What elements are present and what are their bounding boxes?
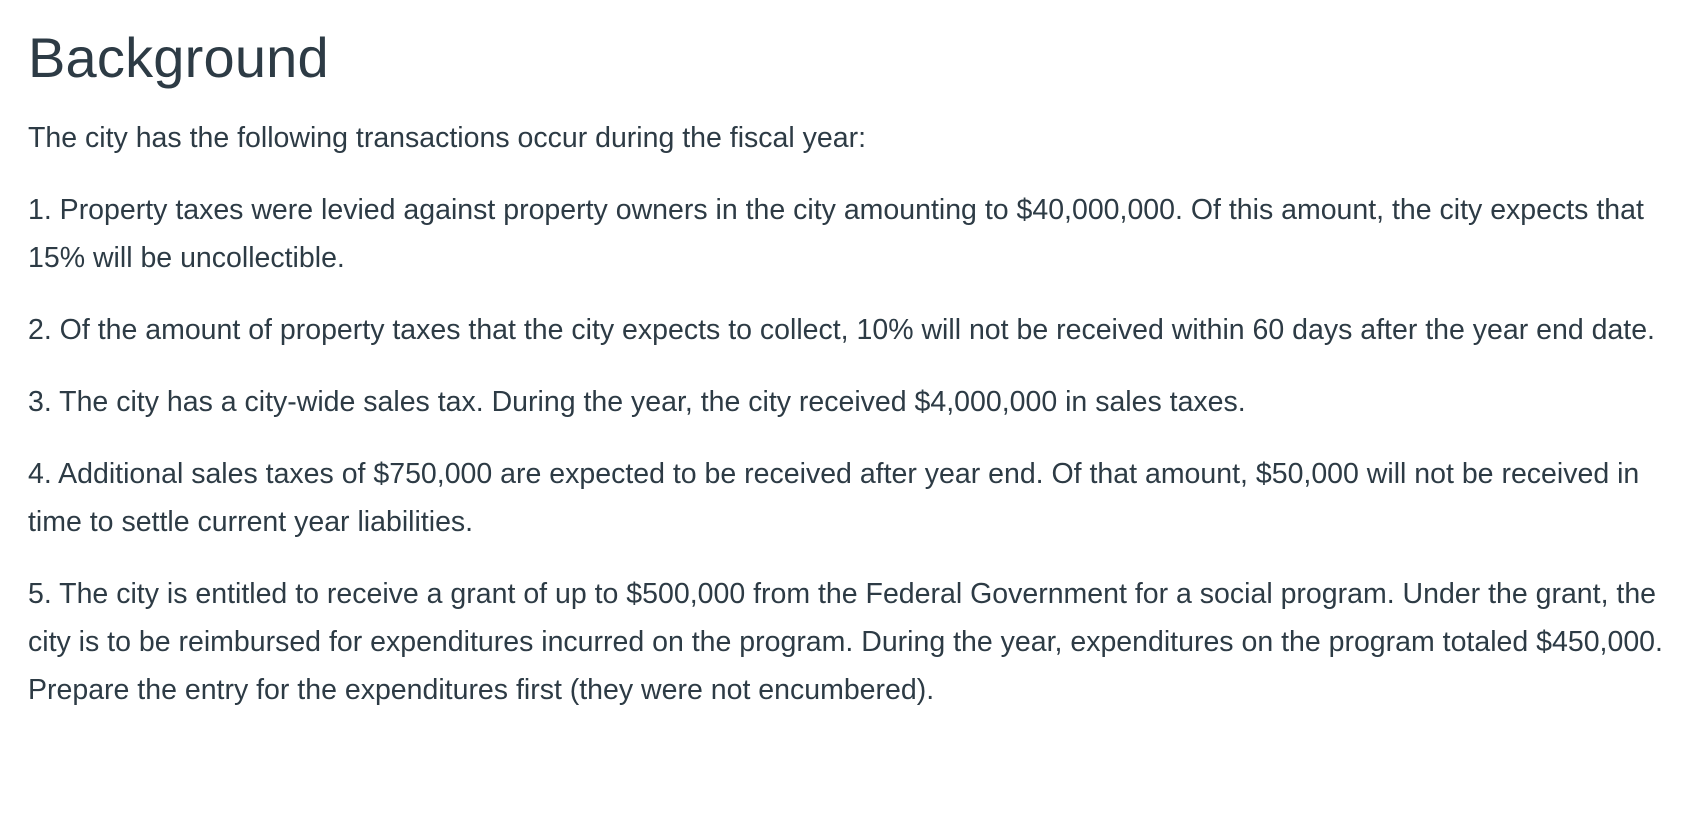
transaction-item-5: 5. The city is entitled to receive a grant of up to $500,000 from the Federal Government for a social program. Under the grant, the city is to be reimbursed for expenditures incurred on the program. During the year, expenditures on the program totaled $450,000. Prepare the entry for the expenditures first (they were not encumbered).	[28, 578, 1663, 706]
transaction-item-1: 1. Property taxes were levied against property owners in the city amounting to $40,000,000. Of this amount, the city expects that 15% will be uncollectible.	[28, 194, 1644, 274]
transaction-item-4: 4. Additional sales taxes of $750,000 are expected to be received after year end. Of that amount, $50,000 will not be received in time to settle current year liabilities.	[28, 458, 1640, 538]
transaction-item-2: 2. Of the amount of property taxes that the city expects to collect, 10% will not be received within 60 days after the year end date.	[28, 314, 1655, 346]
transaction-item-3: 3. The city has a city-wide sales tax. During the year, the city received $4,000,000 in sales taxes.	[28, 386, 1246, 418]
document-content	[28, 0, 1668, 714]
page-title: Background	[28, 26, 329, 89]
intro-paragraph: The city has the following transactions occur during the fiscal year:	[28, 122, 866, 154]
